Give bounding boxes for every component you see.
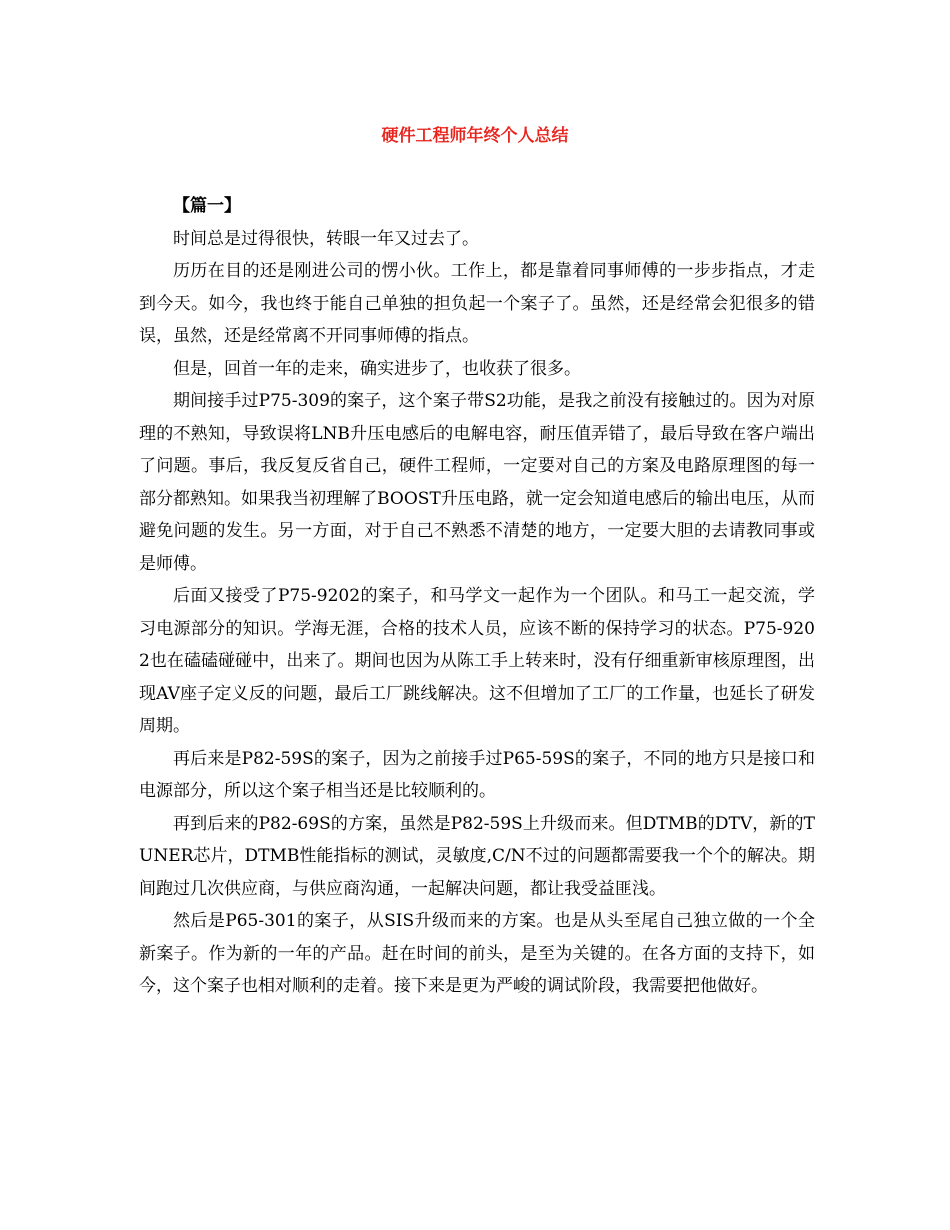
paragraph: 历历在目的还是刚进公司的愣小伙。工作上，都是靠着同事师傅的一步步指点，才走到今天。如今，我也终于能自己单独的担负起一个案子了。虽然，还是经常会犯很多的错误，虽然，还是经常离不开同事师傅的指点。 bbox=[139, 261, 815, 346]
document-title: 硬件工程师年终个人总结 bbox=[381, 126, 569, 146]
paragraph: 然后是P65-301的案子，从SIS升级而来的方案。也是从头至尾自己独立做的一个全新案子。作为新的一年的产品。赶在时间的前头，是至为关键的。在各方面的支持下，如今，这个案子也相对顺利的走着。接下来是更为严峻的调试阶段，我需要把他做好。 bbox=[139, 911, 815, 996]
section-heading: 【篇一】 bbox=[173, 196, 241, 216]
paragraph: 时间总是过得很快，转眼一年又过去了。 bbox=[173, 228, 479, 249]
paragraph: 后面又接受了P75-9202的案子，和马学文一起作为一个团队。和马工一起交流，学习电源部分的知识。学海无涯，合格的技术人员，应该不断的保持学习的状态。P75-9202也在磕磕碰碰中，出来了。期间也因为从陈工手上转来时，没有仔细重新审核原理图，出现AV座子定义反的问题，最后工厂跳线解决。这不但增加了工厂的工作量，也延长了研发周期。 bbox=[139, 586, 815, 736]
paragraph: 但是，回首一年的走来，确实进步了，也收获了很多。 bbox=[173, 358, 581, 379]
paragraph: 再后来是P82-59S的案子，因为之前接手过P65-59S的案子，不同的地方只是接口和电源部分，所以这个案子相当还是比较顺利的。 bbox=[139, 748, 815, 801]
paragraph: 期间接手过P75-309的案子，这个案子带S2功能，是我之前没有接触过的。因为对原理的不熟知，导致误将LNB升压电感后的电解电容，耐压值弄错了，最后导致在客户端出了问题。事后，我反复反省自己，硬件工程师，一定要对自己的方案及电路原理图的每一部分都熟知。如果我当初理解了BOOST升压电路，就一定会知道电感后的输出电压，从而避免问题的发生。另一方面，对于自己不熟悉不清楚的地方，一定要大胆的去请教同事或是师傅。 bbox=[139, 391, 815, 574]
paragraph: 再到后来的P82-69S的方案，虽然是P82-59S上升级而来。但DTMB的DTV，新的TUNER芯片，DTMB性能指标的测试，灵敏度,C/N不过的问题都需要我一个个的解决。期间跑过几次供应商，与供应商沟通，一起解决问题，都让我受益匪浅。 bbox=[139, 813, 815, 899]
document-body bbox=[139, 190, 815, 1003]
